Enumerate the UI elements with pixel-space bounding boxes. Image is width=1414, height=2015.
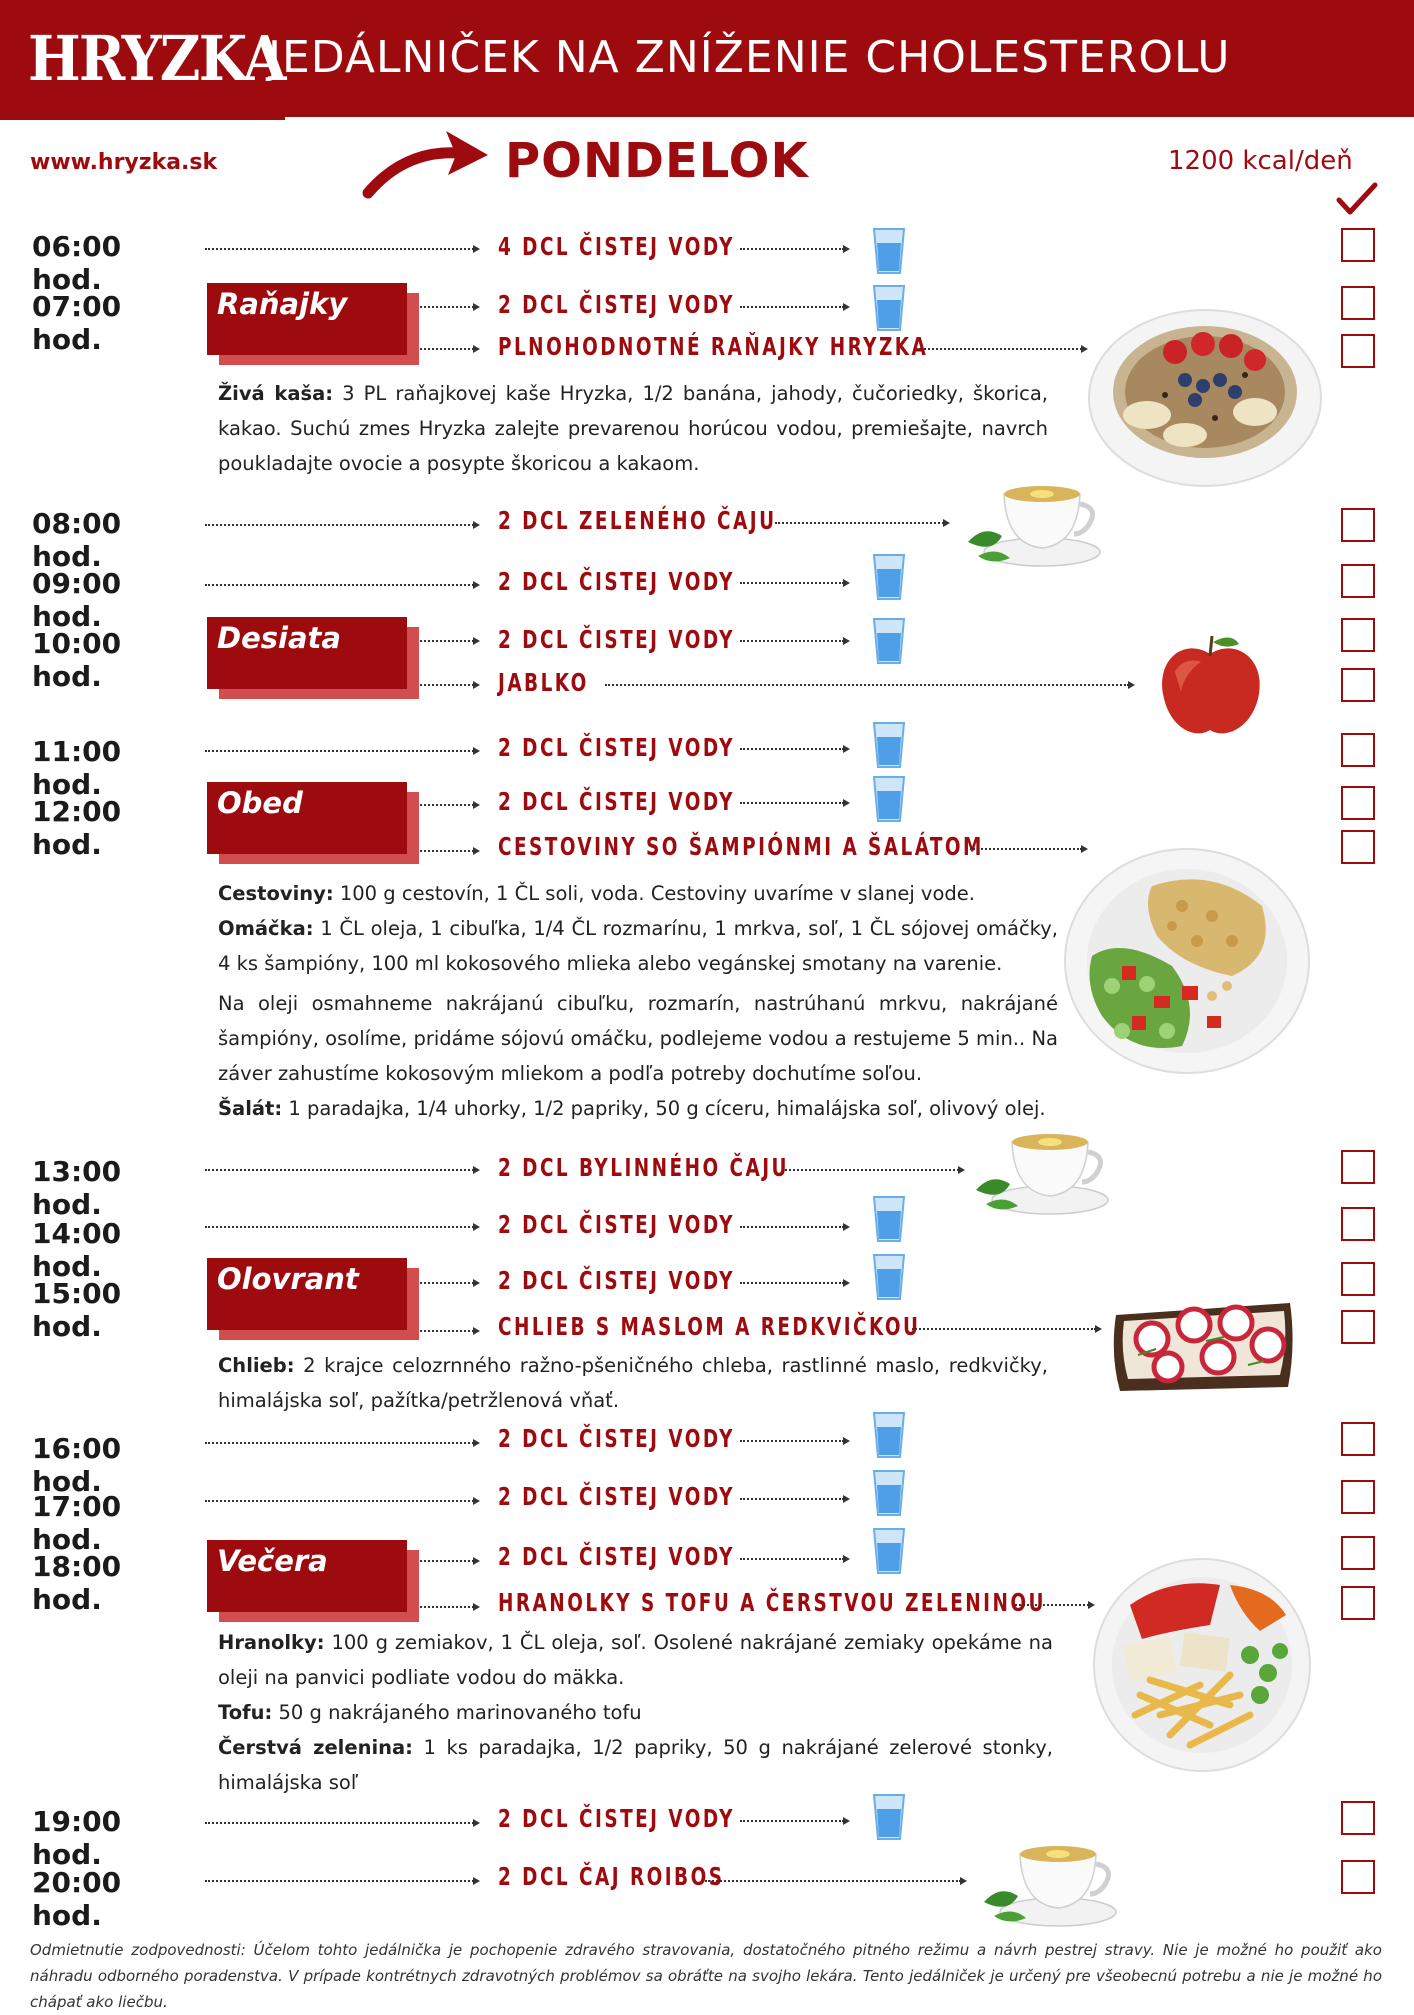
dotted-arrow <box>205 520 480 530</box>
activity-label: 2 DCL ČISTEJ VODY <box>498 625 735 654</box>
checkbox[interactable] <box>1341 1422 1375 1456</box>
checkbox[interactable] <box>1341 1860 1375 1894</box>
dotted-arrow <box>420 1602 480 1612</box>
water-glass-icon <box>872 284 906 332</box>
dotted-arrow <box>740 578 850 588</box>
recipe-title: Čerstvá zelenina: <box>218 1736 413 1759</box>
time-label: 14:00 hod. <box>32 1217 122 1283</box>
dotted-arrow <box>420 1278 480 1288</box>
dotted-arrow <box>420 302 480 312</box>
activity-label: 2 DCL ČISTEJ VODY <box>498 1266 735 1295</box>
water-glass-icon <box>872 617 906 665</box>
activity-label: 2 DCL BYLINNÉHO ČAJU <box>498 1153 789 1182</box>
checkbox[interactable] <box>1341 1207 1375 1241</box>
dotted-arrow <box>740 302 850 312</box>
meal-label-vecera <box>207 1540 407 1612</box>
activity-label: 2 DCL ČISTEJ VODY <box>498 1482 735 1511</box>
activity-label: 2 DCL ČISTEJ VODY <box>498 567 735 596</box>
water-glass-icon <box>872 1793 906 1841</box>
activity-label: PLNOHODNOTNÉ RAŇAJKY HRYZKA <box>498 332 929 361</box>
recipe-text: 2 krajce celozrnného ražno-pšeničného chleba, rastlinné maslo, redkvičky, himalájska soľ, pažítka/petržlenová vňať. <box>218 1354 1048 1412</box>
dotted-arrow <box>740 244 850 254</box>
time-label: 10:00 hod. <box>32 627 122 693</box>
dotted-arrow <box>205 1818 480 1828</box>
recipe-vecera <box>218 1625 1053 1800</box>
water-glass-icon <box>872 1411 906 1459</box>
dotted-arrow <box>205 1222 480 1232</box>
swoosh-arrow-icon <box>362 125 492 200</box>
dotted-arrow <box>205 244 480 254</box>
water-glass-icon <box>872 553 906 601</box>
page-title: JEDÁLNIČEK NA ZNÍŽENIE CHOLESTEROLU <box>268 32 1231 83</box>
water-glass-icon <box>872 1527 906 1575</box>
dotted-arrow <box>605 680 1135 690</box>
recipe-obed <box>218 876 1058 1126</box>
tea-cup-icon <box>962 472 1104 570</box>
activity-label: 2 DCL ČISTEJ VODY <box>498 733 735 762</box>
dotted-arrow <box>705 1876 967 1886</box>
checkbox[interactable] <box>1341 334 1375 368</box>
checkbox[interactable] <box>1341 830 1375 864</box>
time-label: 09:00 hod. <box>32 567 122 633</box>
activity-label: 2 DCL ČISTEJ VODY <box>498 290 735 319</box>
time-label: 13:00 hod. <box>32 1155 122 1221</box>
dotted-arrow <box>785 1165 965 1175</box>
dotted-arrow <box>420 636 480 646</box>
checkbox[interactable] <box>1341 1310 1375 1344</box>
water-glass-icon <box>872 227 906 275</box>
checkmark-icon <box>1336 182 1378 218</box>
website-link[interactable]: www.hryzka.sk <box>30 150 218 175</box>
activity-label: 2 DCL ČAJ ROIBOS <box>498 1862 725 1891</box>
time-label: 17:00 hod. <box>32 1490 122 1556</box>
checkbox[interactable] <box>1341 286 1375 320</box>
dotted-arrow <box>775 518 950 528</box>
dotted-arrow <box>1015 1600 1095 1610</box>
recipe-title: Hranolky: <box>218 1631 325 1654</box>
time-label: 16:00 hod. <box>32 1432 122 1498</box>
activity-label: CESTOVINY SO ŠAMPIÓNMI A ŠALÁTOM <box>498 832 984 861</box>
dotted-arrow <box>420 680 480 690</box>
dotted-arrow <box>740 744 850 754</box>
dotted-arrow <box>205 746 480 756</box>
recipe-olovrant <box>218 1348 1048 1418</box>
dotted-arrow <box>740 1816 850 1826</box>
dotted-arrow <box>740 1222 850 1232</box>
checkbox[interactable] <box>1341 668 1375 702</box>
recipe-text: 100 g zemiakov, 1 ČL oleja, soľ. Osolené nakrájané zemiaky opekáme na oleji na panvici podliate vodou do mäkka. <box>218 1631 1053 1689</box>
checkbox[interactable] <box>1341 733 1375 767</box>
meal-name: Olovrant <box>217 1262 359 1296</box>
meal-label-olovrant <box>207 1258 407 1330</box>
checkbox[interactable] <box>1341 1480 1375 1514</box>
dotted-arrow <box>205 1438 480 1448</box>
time-label: 12:00 hod. <box>32 795 122 861</box>
meal-label-desiata <box>207 617 407 689</box>
meal-label-obed <box>207 782 407 854</box>
activity-label: 4 DCL ČISTEJ VODY <box>498 232 735 261</box>
checkbox[interactable] <box>1341 1536 1375 1570</box>
recipe-text: 1 ks paradajka, 1/2 papriky, 50 g nakrájané zelerové stonky, himalájska soľ <box>218 1736 1053 1794</box>
water-glass-icon <box>872 721 906 769</box>
dotted-arrow <box>740 1278 850 1288</box>
time-label: 11:00 hod. <box>32 735 122 801</box>
checkbox[interactable] <box>1341 1262 1375 1296</box>
recipe-text: 3 PL raňajkovej kaše Hryzka, 1/2 banána, jahody, čučoriedky, škorica, kakao. Suchú zmes Hryzka zalejte prevarenou horúcou vodou, premiešajte, navrch poukladajte ovocie a posypte škoricou a kakaom. <box>218 382 1048 475</box>
checkbox[interactable] <box>1341 228 1375 262</box>
time-label: 15:00 hod. <box>32 1277 122 1343</box>
radish-bread-image <box>1108 1295 1298 1395</box>
dotted-arrow <box>420 1326 480 1336</box>
dotted-arrow <box>205 580 480 590</box>
activity-label: 2 DCL ČISTEJ VODY <box>498 787 735 816</box>
time-label: 08:00 hod. <box>32 507 122 573</box>
time-label: 06:00 hod. <box>32 230 122 296</box>
meal-name: Raňajky <box>217 287 348 321</box>
pasta-salad-plate-image <box>1062 846 1312 1076</box>
checkbox[interactable] <box>1341 508 1375 542</box>
water-glass-icon <box>872 775 906 823</box>
recipe-title: Chlieb: <box>218 1354 295 1377</box>
activity-label: JABLKO <box>498 668 589 697</box>
activity-label: 2 DCL ČISTEJ VODY <box>498 1210 735 1239</box>
recipe-title: Cestoviny: <box>218 882 334 905</box>
recipe-text: 50 g nakrájaného marinovaného tofu <box>272 1701 642 1724</box>
day-title: PONDELOK <box>505 133 809 189</box>
brand-logo[interactable]: HRYZKA <box>28 22 285 95</box>
water-glass-icon <box>872 1253 906 1301</box>
dotted-arrow <box>740 1554 850 1564</box>
fries-tofu-plate-image <box>1090 1555 1315 1775</box>
recipe-title: Omáčka: <box>218 917 314 940</box>
meal-name: Obed <box>217 786 303 820</box>
dotted-arrow <box>205 1496 480 1506</box>
dotted-arrow <box>420 846 480 856</box>
time-label: 19:00 hod. <box>32 1805 122 1871</box>
meal-label-ranajky <box>207 283 407 355</box>
activity-label: 2 DCL ČISTEJ VODY <box>498 1804 735 1833</box>
dotted-arrow <box>912 1324 1102 1334</box>
meal-name: Večera <box>217 1544 328 1578</box>
recipe-title: Tofu: <box>218 1701 273 1724</box>
recipe-text: Na oleji osmahneme nakrájanú cibuľku, rozmarín, nastrúhanú mrkvu, nakrájané šampióny, osolíme, pridáme sójovú omáčku, podlejeme vodou a restujeme 5 min.. Na záver zahustíme kokosovým mliekom a podľa potreby dochutíme soľou. <box>218 992 1058 1085</box>
checkbox[interactable] <box>1341 1150 1375 1184</box>
dotted-arrow <box>740 1494 850 1504</box>
checkbox[interactable] <box>1341 786 1375 820</box>
dotted-arrow <box>420 344 480 354</box>
apple-image <box>1155 632 1265 740</box>
porridge-bowl-image <box>1085 300 1325 490</box>
header-underline <box>0 117 285 120</box>
dotted-arrow <box>420 1556 480 1566</box>
checkbox[interactable] <box>1341 564 1375 598</box>
dotted-arrow <box>920 344 1088 354</box>
dotted-arrow <box>205 1165 480 1175</box>
time-label: 20:00 hod. <box>32 1866 122 1932</box>
meal-name: Desiata <box>217 621 341 655</box>
activity-label: 2 DCL ZELENÉHO ČAJU <box>498 506 777 535</box>
disclaimer-footer: Odmietnutie zodpovednosti: Účelom tohto jedálnička je pochopenie zdravého stravovania, dostatočného pitného režimu a návrh pestrej stravy. Nie je možné ho použiť ako náhradu odborného poradenstva. V prípade kontrétnych zdravotných problémov sa obráťte na svojho lekára. Tento jedálniček je určený pre všeobecnú potrebu a nie je možné ho chápať ako liečbu. <box>30 1941 1382 2011</box>
recipe-title: Živá kaša: <box>218 382 334 405</box>
dotted-arrow <box>205 1876 480 1886</box>
recipe-title: Šalát: <box>218 1097 283 1120</box>
tea-cup-icon <box>978 1832 1120 1930</box>
calories-label: 1200 kcal/deň <box>1168 146 1353 176</box>
activity-label: 2 DCL ČISTEJ VODY <box>498 1424 735 1453</box>
dotted-arrow <box>740 798 850 808</box>
water-glass-icon <box>872 1469 906 1517</box>
checkbox[interactable] <box>1341 618 1375 652</box>
time-label: 18:00 hod. <box>32 1550 122 1616</box>
dotted-arrow <box>740 1436 850 1446</box>
dotted-arrow <box>740 636 850 646</box>
dotted-arrow <box>420 800 480 810</box>
activity-label: 2 DCL ČISTEJ VODY <box>498 1542 735 1571</box>
tea-cup-icon <box>970 1120 1112 1218</box>
time-label: 07:00 hod. <box>32 290 122 356</box>
activity-label: CHLIEB S MASLOM A REDKVIČKOU <box>498 1312 921 1341</box>
recipe-text: 100 g cestovín, 1 ČL soli, voda. Cestoviny uvaríme v slanej vode. <box>333 882 975 905</box>
activity-label: HRANOLKY S TOFU A ČERSTVOU ZELENINOU <box>498 1588 1046 1617</box>
checkbox[interactable] <box>1341 1801 1375 1835</box>
recipe-text: 1 paradajka, 1/4 uhorky, 1/2 papriky, 50 g cíceru, himalájska soľ, olivový olej. <box>282 1097 1046 1120</box>
recipe-text: 1 ČL oleja, 1 cibuľka, 1/4 ČL rozmarínu, 1 mrkva, soľ, 1 ČL sójovej omáčky, 4 ks šampióny, 100 ml kokosového mlieka alebo vegánskej smotany na varenie. <box>218 917 1058 975</box>
checkbox[interactable] <box>1341 1586 1375 1620</box>
recipe-ranajky <box>218 376 1048 481</box>
water-glass-icon <box>872 1195 906 1243</box>
